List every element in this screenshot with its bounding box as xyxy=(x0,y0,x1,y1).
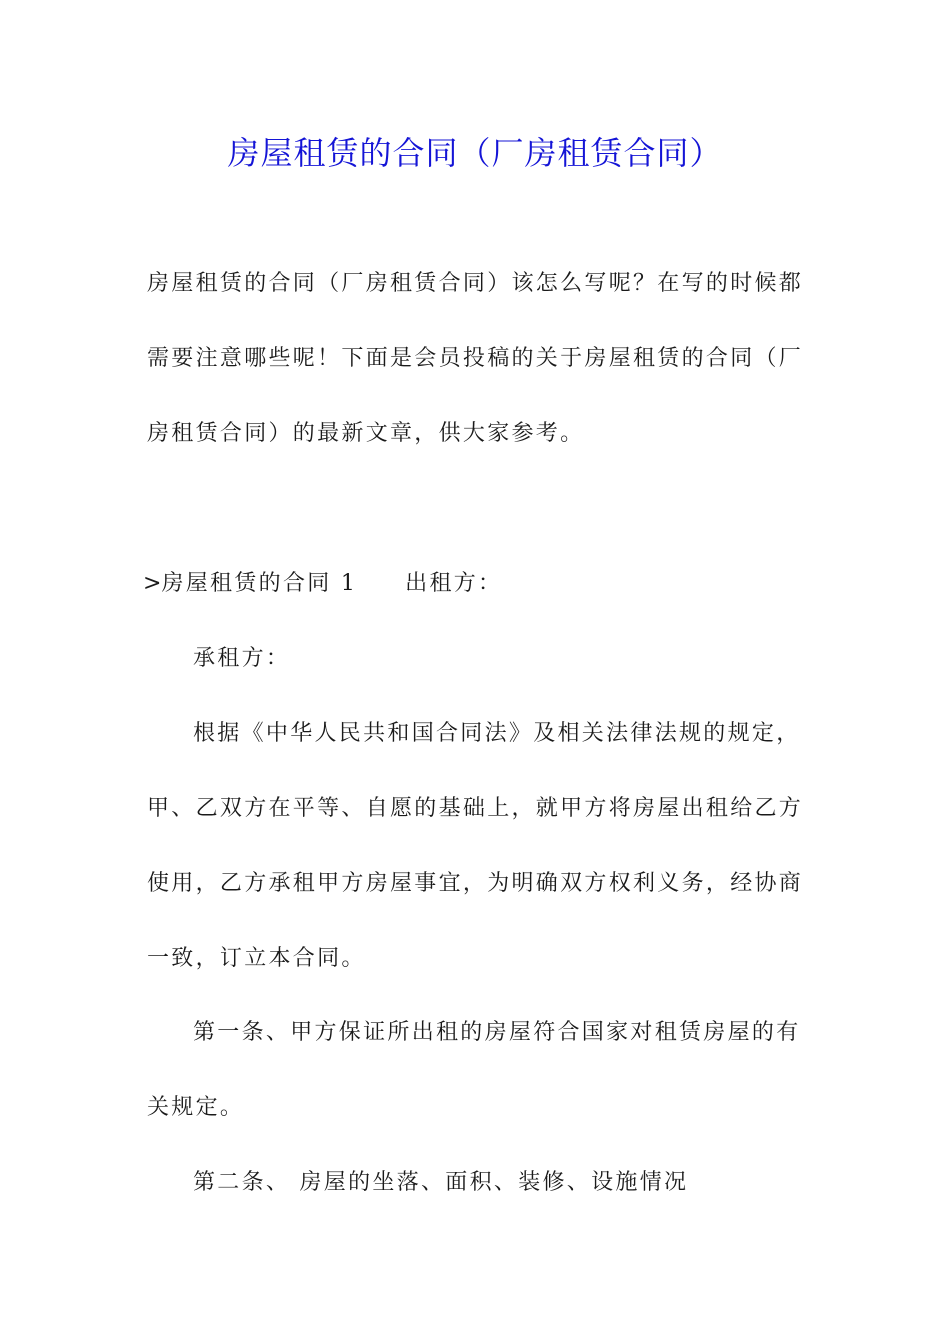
article1-line-2: 关规定。 xyxy=(147,1095,245,1120)
lessor-label: 出租方： xyxy=(405,571,503,596)
article2-line: 第二条、 房屋的坐落、面积、装修、设施情况 xyxy=(193,1170,689,1195)
document-title: 房屋租赁的合同（厂房租赁合同） xyxy=(227,134,723,172)
intro-line-1: 房屋租赁的合同（厂房租赁合同）该怎么写呢？在写的时候都 xyxy=(147,271,804,296)
intro-line-3: 房租赁合同）的最新文章，供大家参考。 xyxy=(147,421,585,446)
preamble-line-2: 甲、乙双方在平等、自愿的基础上，就甲方将房屋出租给乙方 xyxy=(147,796,804,821)
section-marker: > xyxy=(143,571,162,596)
section-heading xyxy=(143,568,803,600)
preamble-line-3: 使用，乙方承租甲方房屋事宜，为明确双方权利义务，经协商 xyxy=(147,871,804,896)
preamble-line-4: 一致，订立本合同。 xyxy=(147,946,366,971)
lessee-label: 承租方： xyxy=(193,646,291,671)
preamble-line-1: 根据《中华人民共和国合同法》及相关法律法规的规定， xyxy=(193,721,801,746)
section-heading-label: 房屋租赁的合同 1 xyxy=(161,571,358,596)
article1-line-1: 第一条、甲方保证所出租的房屋符合国家对租赁房屋的有 xyxy=(193,1020,801,1045)
intro-line-2: 需要注意哪些呢！下面是会员投稿的关于房屋租赁的合同（厂 xyxy=(147,346,804,371)
